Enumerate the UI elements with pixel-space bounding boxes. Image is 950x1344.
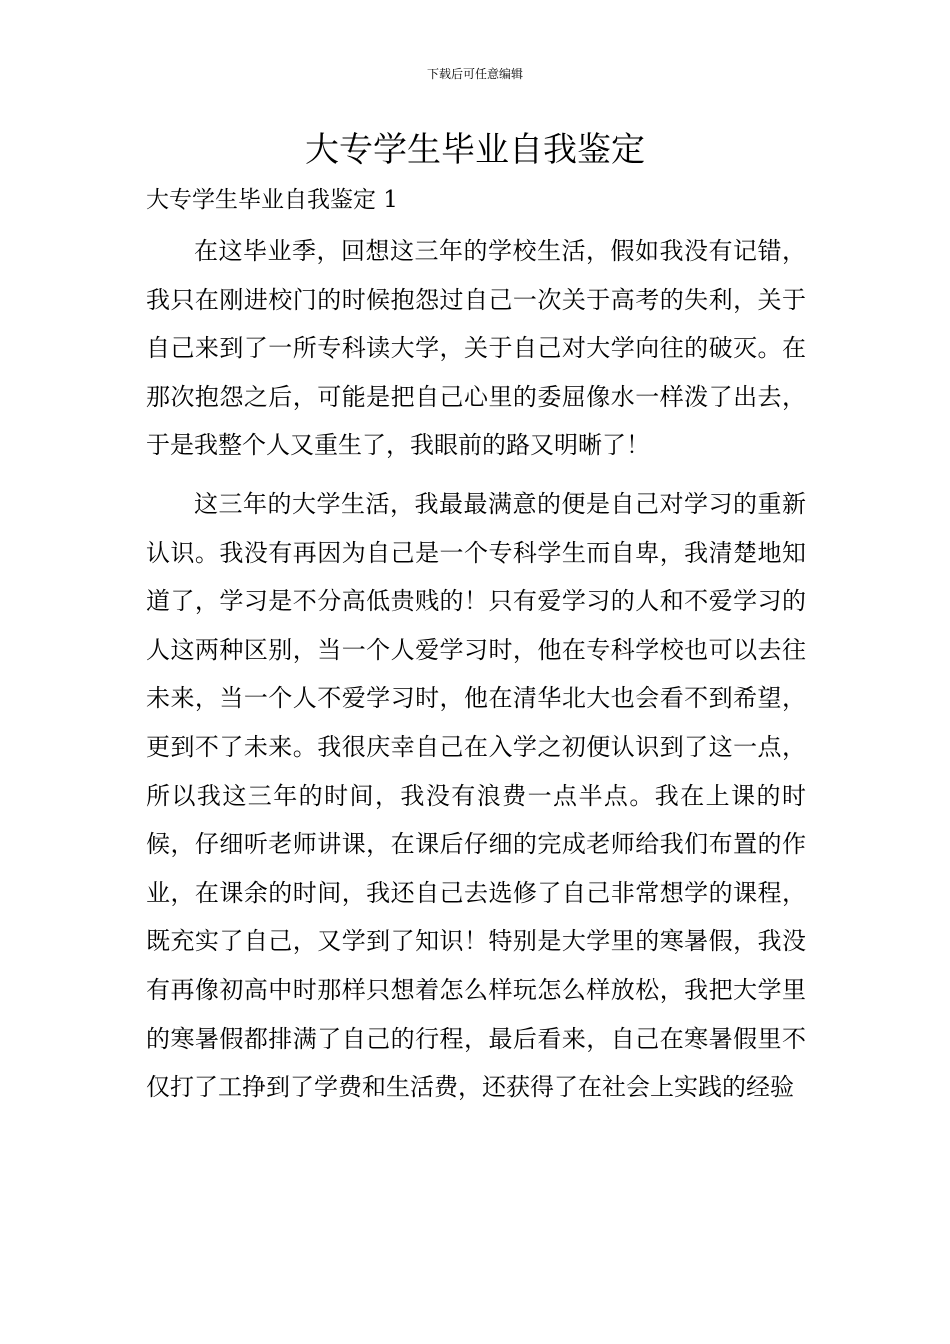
document-title: 大专学生毕业自我鉴定 — [305, 130, 645, 170]
document-body — [146, 227, 806, 1112]
paragraph: 这三年的大学生活，我最最满意的便是自己对学习的重新认识。我没有再因为自己是一个专科学生而自卑，我清楚地知道了，学习是不分高低贵贱的！只有爱学习的人和不爱学习的人这两种区别，当一个人爱学习时，他在专科学校也可以去往未来，当一个人不爱学习时，他在清华北大也会看不到希望，更到不了未来。我很庆幸自己在入学之初便认识到了这一点，所以我这三年的时间，我没有浪费一点半点。我在上课的时候，仔细听老师讲课，在课后仔细的完成老师给我们布置的作业，在课余的时间，我还自己去选修了自己非常想学的课程，既充实了自己，又学到了知识！特别是大学里的寒暑假，我没有再像初高中时那样只想着怎么样玩怎么样放松，我把大学里的寒暑假都排满了自己的行程，最后看来，自己在寒暑假里不仅打了工挣到了学费和生活费，还获得了在社会上实践的经验 — [146, 489, 806, 1102]
paragraph: 在这毕业季，回想这三年的学校生活，假如我没有记错，我只在刚进校门的时候抱怨过自己一次关于高考的失利，关于自己来到了一所专科读大学，关于自己对大学向往的破灭。在那次抱怨之后，可能是把自己心里的委屈像水一样泼了出去，于是我整个人又重生了，我眼前的路又明晰了！ — [146, 237, 806, 460]
section-heading: 大专学生毕业自我鉴定 1 — [146, 187, 398, 213]
header-note: 下载后可任意编辑 — [426, 67, 523, 81]
